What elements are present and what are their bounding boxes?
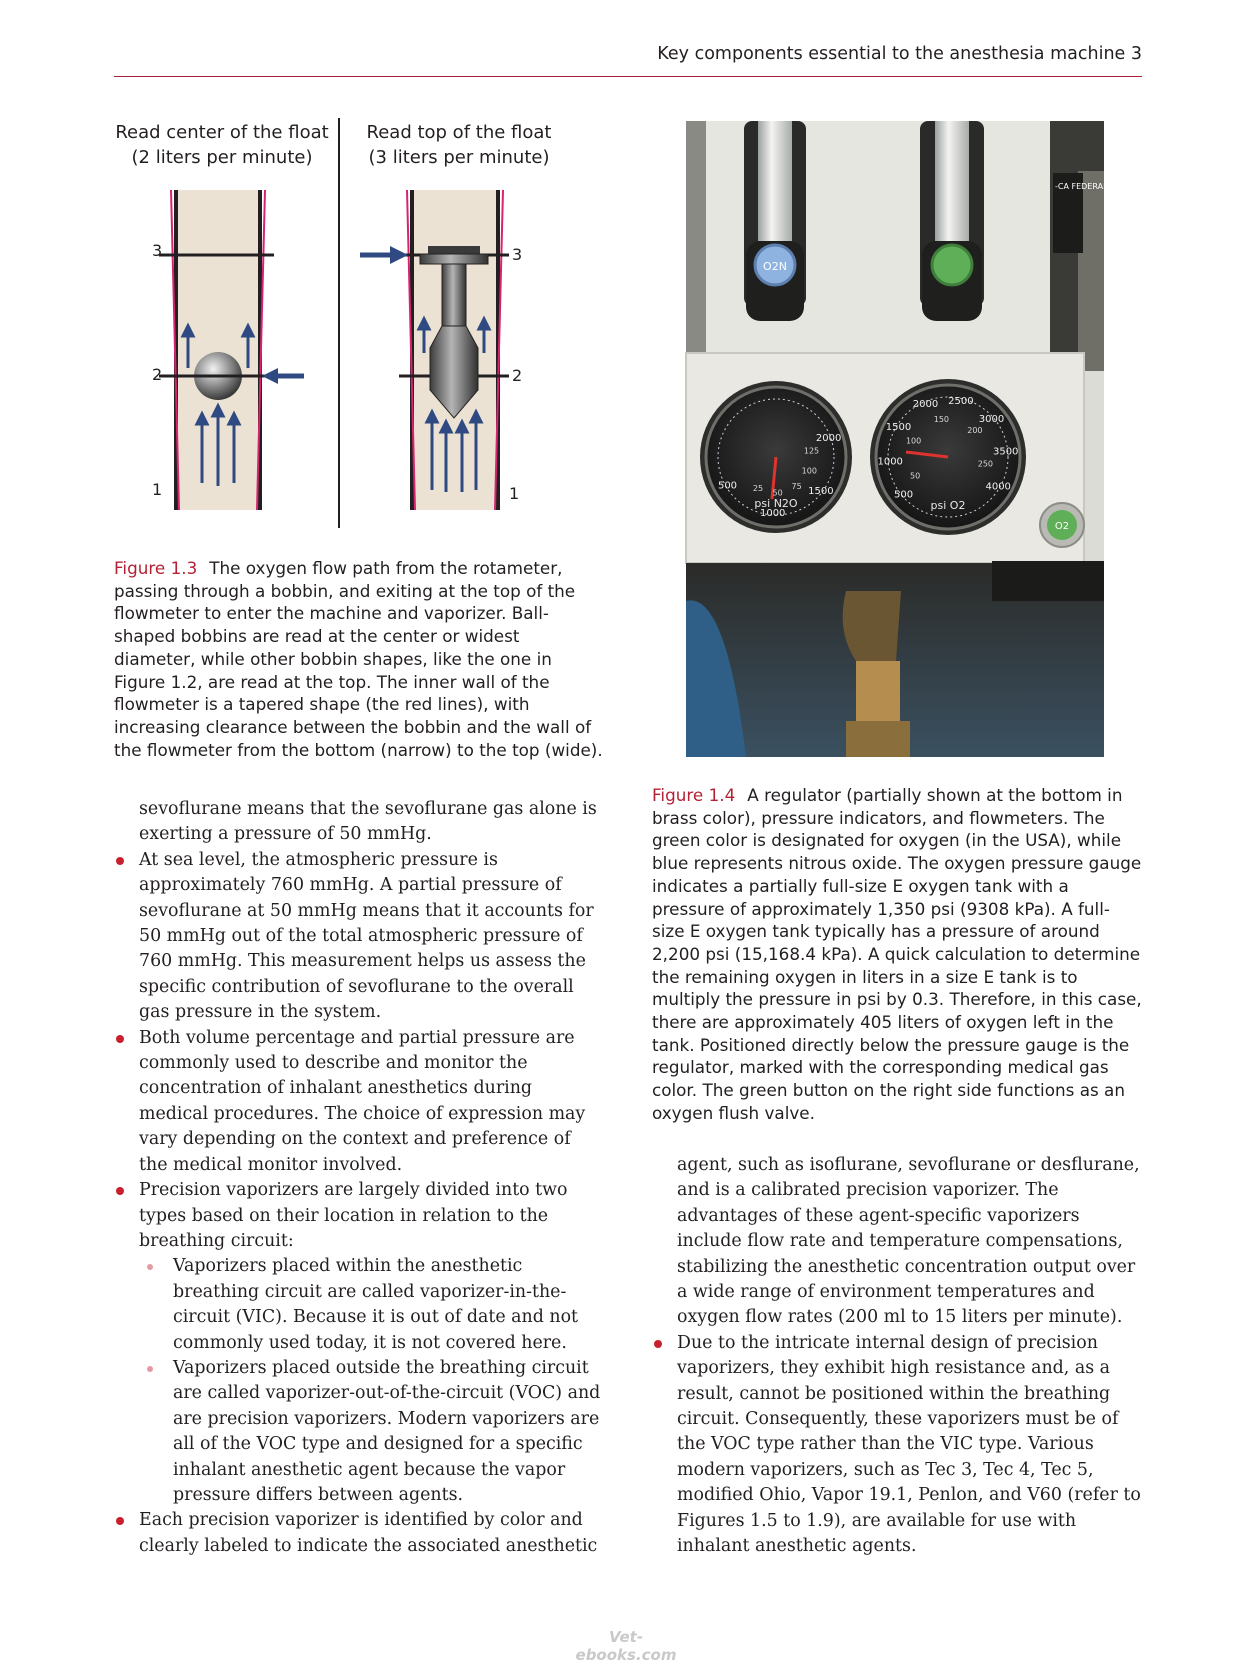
gauge-scale-label: 100 <box>905 436 922 446</box>
right-flowmeter-tube <box>360 190 522 510</box>
scale-label-3: 3 <box>152 241 163 260</box>
gauge-scale-label: 50 <box>910 471 921 481</box>
right-diagram-title-line1: Read top of the float <box>366 122 552 143</box>
gauge-scale-label: 1500 <box>808 485 834 497</box>
gauge-scale-label: 2000 <box>815 433 842 445</box>
gauge-scale-label: 2500 <box>948 395 974 407</box>
nitrous-pressure-gauge <box>700 381 852 533</box>
reading-arrow-left <box>262 368 304 384</box>
nitrous-flowmeter <box>744 121 806 321</box>
flush-button-label: O2 <box>1054 521 1070 532</box>
figure-1-4-caption-text: A regulator (partially shown at the bottom in brass color), pressure indicators, and flowmeters. The green color is designated for oxygen (in the USA), while blue represents nitrous oxide. The oxygen pressure gauge indicates a partially full-size E oxygen tank with a pressure of approximately 1,350 psi (9308 kPa). A full-size E oxygen tank typically has a pressure of around 2,200 psi (15,168.4 kPa). A quick calculation to determine the remaining oxygen in liters in a size E tank is to multiply the pressure in psi by 0.3. Therefore, in this case, there are approximately 405 liters of oxygen left in the tank. Positioned directly below the pressure gauge is the regulator, marked with the corresponding medical gas color. The green button on the right side functions as an oxygen flush valve. <box>652 785 1142 1123</box>
figure-1-3-diagram <box>114 118 614 538</box>
figure-1-4-photo <box>686 121 1230 757</box>
sub-bullet-item: Vaporizers placed within the anesthetic breathing circuit are called vaporizer-in-the-circuit (VIC). Because it is out of date and not commonly used today, it is not covered here. <box>114 1254 604 1356</box>
bullet-item: Due to the intricate internal design of precision vaporizers, they exhibit high resistance and, as a result, cannot be positioned within the breathing circuit. Consequently, these vaporizers must be of the VOC type rather than the VIC type. Various modern vaporizers, such as Tec 3, Tec 4, Tec 5, modified Ohio, Vapor 19.1, Penlon, and V60 (refer to Figures 1.5 to 1.9), are available for use with inhalant anesthetic agents. <box>652 1331 1142 1560</box>
right-continuation-paragraph: agent, such as isoflurane, sevoflurane or desflurane, and is a calibrated precision vaporizer. The advantages of these agent-specific vaporizers include flow rate and temperature compensations, stabilizing the anesthetic concentration output over a wide range of environment temperatures and oxygen flow rates (200 ml to 15 liters per minute). <box>677 1155 1140 1328</box>
nitrous-gauge-unit: psi N2O <box>754 497 798 510</box>
bullet-item: Both volume percentage and partial pressure are commonly used to describe and monitor the concentration of inhalant anesthetics during medical procedures. The choice of expression may vary depending on the context and preference of the medical monitor involved. <box>114 1026 604 1178</box>
gauge-scale-label: 3000 <box>978 414 1005 425</box>
gauge-scale-label: 1000 <box>759 508 786 520</box>
scale-label-2: 2 <box>152 365 163 384</box>
figure-1-4-label: Figure 1.4 <box>652 785 736 805</box>
scale-label-1: 1 <box>509 484 520 503</box>
right-diagram-title-line2: (3 liters per minute) <box>368 147 550 168</box>
reading-arrow-right <box>360 246 408 264</box>
gauge-scale-label: 3500 <box>992 446 1019 458</box>
oxygen-flush-valve <box>1040 503 1084 547</box>
warning-label-text: -CA FEDERAL THIS DEV OR ON TH PHYSICIA <box>1055 182 1230 191</box>
running-header: Key components essential to the anesthesia machine 3 <box>657 44 1142 64</box>
oxygen-knob <box>932 245 972 285</box>
gauge-scale-label: 200 <box>967 425 983 435</box>
gauge-scale-label: 125 <box>803 446 820 456</box>
scale-label-3: 3 <box>512 245 523 264</box>
left-flowmeter-tube <box>152 190 304 510</box>
right-column-text <box>652 1153 1142 1560</box>
gauge-scale-label: 150 <box>933 415 950 425</box>
gauge-scale-label: 100 <box>801 466 817 476</box>
figure-1-3-caption-text: The oxygen flow path from the rotameter, passing through a bobbin, and exiting at the top of the flowmeter to enter the machine and vaporizer. Ball-shaped bobbins are read at the center or widest diameter, while other bobbin shapes, like the one in Figure 1.2, are read at the top. The inner wall of the flowmeter is a tapered shape (the red lines), with increasing clearance between the bobbin and the wall of the flowmeter from the bottom (narrow) to the top (wide). <box>114 558 603 760</box>
left-continuation-paragraph: sevoflurane means that the sevoflurane gas alone is exerting a pressure of 50 mmHg. <box>139 799 597 845</box>
gauge-scale-label: 1500 <box>885 422 912 434</box>
oxygen-gauge-unit: psi O2 <box>930 499 966 512</box>
gauge-scale-label: 25 <box>752 483 764 493</box>
bullet-item: Each precision vaporizer is identified by color and clearly labeled to indicate the associated anesthetic <box>114 1508 604 1559</box>
gauge-scale-label: 500 <box>717 480 738 492</box>
watermark-logo: Vet-ebooks.com <box>575 1628 677 1664</box>
gauge-scale-label: 75 <box>791 482 802 492</box>
brass-regulator <box>856 661 900 721</box>
bullet-item: At sea level, the atmospheric pressure is approximately 760 mmHg. A partial pressure of sevoflurane at 50 mmHg means that it accounts for 50 mmHg out of the total atmospheric pressure of 760 mmHg. This measurement helps us assess the specific contribution of sevoflurane to the overall gas pressure in the system. <box>114 848 604 1026</box>
left-diagram-title-line2: (2 liters per minute) <box>131 147 313 168</box>
anesthesia-machine-photo <box>686 121 1230 757</box>
scale-label-2: 2 <box>512 366 523 385</box>
oxygen-flowmeter <box>920 121 984 321</box>
gauge-scale-label: 1000 <box>877 456 903 468</box>
gauge-scale-label: 50 <box>772 488 783 498</box>
scale-label-1: 1 <box>152 480 163 499</box>
figure-1-3-caption <box>114 557 604 761</box>
figure-1-3-label: Figure 1.3 <box>114 558 198 578</box>
sub-bullet-item: Vaporizers placed outside the breathing circuit are called vaporizer-out-of-the-circuit (VOC) and are precision vaporizers. Modern vaporizers are all of the VOC type and designed for a specific inhalant anesthetic agent because the vapor pressure differs between agents. <box>114 1356 604 1508</box>
warning-label <box>1053 173 1230 253</box>
gauge-scale-label: 250 <box>977 459 994 469</box>
gauge-scale-label: 500 <box>894 489 914 501</box>
left-column-text <box>114 797 604 1559</box>
bullet-item: Precision vaporizers are largely divided into two types based on their location in relation to the breathing circuit: <box>114 1178 604 1254</box>
oxygen-pressure-gauge <box>870 379 1026 535</box>
gauge-scale-label: 4000 <box>985 481 1011 493</box>
figure-1-4-caption <box>652 784 1142 1125</box>
nitrous-knob-label: O2N <box>763 260 787 273</box>
gauge-scale-label: 2000 <box>912 398 939 410</box>
left-diagram-title-line1: Read center of the float <box>115 122 329 143</box>
header-rule <box>114 76 1142 77</box>
